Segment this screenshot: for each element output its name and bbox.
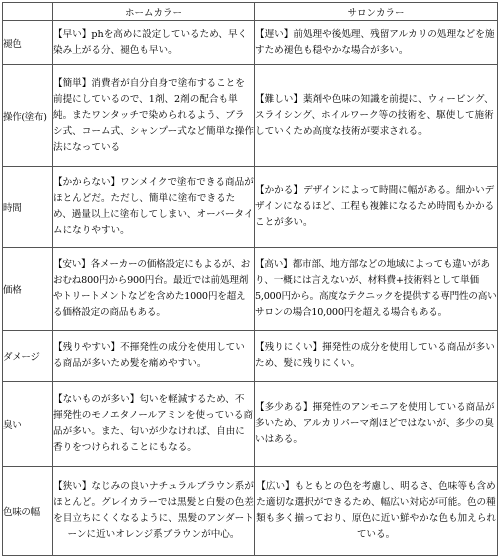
table-row [3,331,498,382]
salon-cell: 【広い】もともとの色を考慮し、明るさ、色味等も含めた適切な選択ができるため、幅広い対応が可能。色の種類も多く揃っており、原色に近い鮮やかな色も加えられている。 [255,467,498,556]
home-cell: 【ないものが多い】匂いを軽減するため、不揮発性のモノエタノールアミンを使っている商品が多い。また、匂いが少なければ、自由に香りをつけられることにもなる。 [53,382,255,467]
home-cell: 【早い】phを高めに設定しているため、早く染み上がる分、褪色も早い。 [53,21,255,65]
salon-cell: 【高い】都市部、地方部などの地域によっても違いがあり、一概には言えないが、材料費+技術料として単価5,000円から。高度なテクニックを提供する専門性の高いサロンの場合10,000円を超える場合もある。 [255,248,498,331]
home-cell: 【残りやすい】不揮発性の成分を使用している商品が多いため髪を痛めやすい。 [53,331,255,382]
salon-cell: 【かかる】デザインによって時間に幅がある。細かいデザインになるほど、工程も複雑になるため時間もかかることが多い。 [255,167,498,248]
header-home-color: ホームカラー [53,3,255,21]
row-label: 臭い [3,382,53,467]
table-row [3,382,498,467]
row-label: 操作(塗布) [3,65,53,167]
row-label: 色味の幅 [3,467,53,556]
row-label: 時間 [3,167,53,248]
table-row [3,167,498,248]
table-row [3,65,498,167]
salon-cell: 【残りにくい】揮発性の成分を使用している商品が多いため、髪に残りにくい。 [255,331,498,382]
salon-cell: 【難しい】薬剤や色味の知識を前提に、ウィービング、スライシング、ホイルワーク等の技術を、駆使して施術していくため高度な技術が要求される。 [255,65,498,167]
salon-cell: 【多少ある】揮発性のアンモニアを使用している商品が多いため、アルカリパーマ剤ほどではないが、多少の臭いはある。 [255,382,498,467]
home-cell: 【かからない】ワンメイクで塗布できる商品がほとんどだ。ただし、簡単に塗布できるため、過量以上に塗布してしまい、オーバータイムになりやすい。 [53,167,255,248]
table-row [3,467,498,556]
salon-cell: 【遅い】前処理や後処理、残留アルカリの処理などを施すため褪色も穏やかな場合が多い。 [255,21,498,65]
table-row [3,248,498,331]
comparison-table [2,2,498,556]
home-cell: 【簡単】消費者が自分自身で塗布することを前提にしているので、1剤、2剤の配合も単純。またワンタッチで染められるよう、ブラシ式、コーム式、シャンプー式など簡単な操作法になっている [53,65,255,167]
table-row [3,21,498,65]
row-label: 価格 [3,248,53,331]
home-cell: 【狭い】なじみの良いナチュラルブラウン系がほとんど。グレイカラーでは黒髪と白髪の色差を目立ちにくくなるように、黒髪のアンダートーンに近いオレンジ系ブラウンが中心。 [53,467,255,556]
row-label: 褪色 [3,21,53,65]
header-row [3,3,498,21]
row-label: ダメージ [3,331,53,382]
home-cell: 【安い】各メーカーの価格設定にもよるが、おおむね800円から900円台。最近では前処理剤やトリートメントなどを含めた1000円を超える価格設定の商品もある。 [53,248,255,331]
header-salon-color: サロンカラー [255,3,498,21]
header-corner [3,3,53,21]
